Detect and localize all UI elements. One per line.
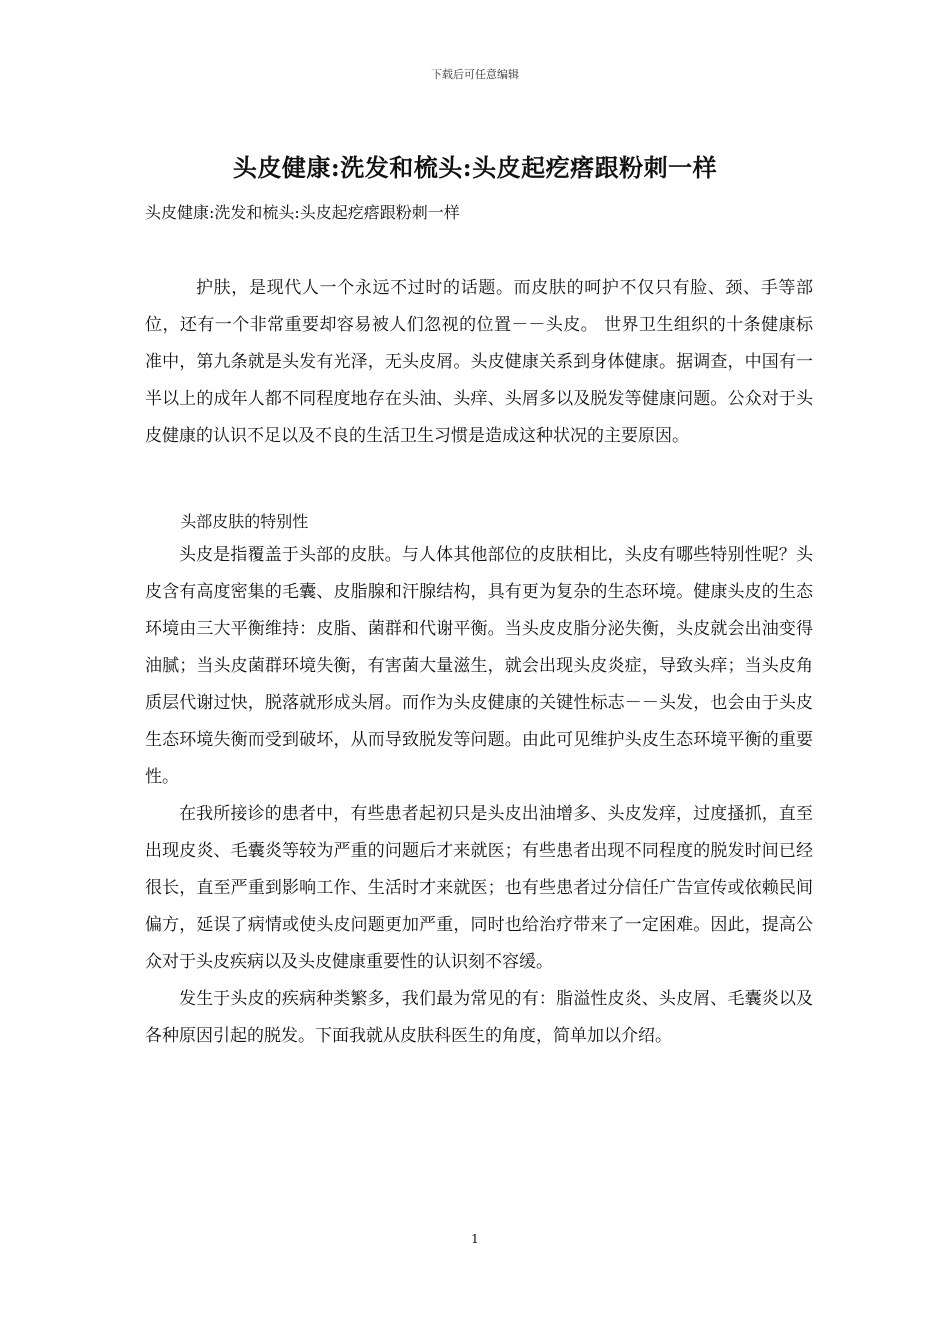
body-paragraph: 发生于头皮的疾病种类繁多，我们最为常见的有：脂溢性皮炎、头皮屑、毛囊炎以及各种原因引起的脱发。下面我就从皮肤科医生的角度，简单加以介绍。: [145, 989, 813, 1046]
section-heading: 头部皮肤的特别性: [180, 512, 309, 531]
page-header-note: 下载后可任意编辑: [431, 68, 519, 81]
document-body: [145, 270, 813, 1055]
document-title: 头皮健康:洗发和梳头:头皮起疙瘩跟粉刺一样: [232, 153, 718, 182]
page-number: 1: [471, 1232, 479, 1246]
body-paragraph: 头皮是指覆盖于头部的皮肤。与人体其他部位的皮肤相比，头皮有哪些特别性呢？头皮含有高度密集的毛囊、皮脂腺和汗腺结构，具有更为复杂的生态环境。健康头皮的生态环境由三大平衡维持：皮脂、菌群和代谢平衡。当头皮皮脂分泌失衡，头皮就会出油变得油腻；当头皮菌群环境失衡，有害菌大量滋生，就会出现头皮炎症，导致头痒；当头皮角质层代谢过快，脱落就形成头屑。而作为头皮健康的关键性标志－－头发，也会由于头皮生态环境失衡而受到破坏，从而导致脱发等问题。由此可见维护头皮生态环境平衡的重要性。: [145, 545, 813, 787]
intro-paragraph: 护肤，是现代人一个永远不过时的话题。而皮肤的呵护不仅只有脸、颈、手等部位，还有一个非常重要却容易被人们忽视的位置－－头皮。 世界卫生组织的十条健康标准中，第九条就是头发有光泽，无头皮屑。头皮健康关系到身体健康。据调查，中国有一半以上的成年人都不同程度地存在头油、头痒、头屑多以及脱发等健康问题。公众对于头皮健康的认识不足以及不良的生活卫生习惯是造成这种状况的主要原因。: [145, 278, 813, 446]
body-paragraph: 在我所接诊的患者中，有些患者起初只是头皮出油增多、头皮发痒，过度搔抓，直至出现皮炎、毛囊炎等较为严重的问题后才来就医；有些患者出现不同程度的脱发时间已经很长，直至严重到影响工作、生活时才来就医；也有些患者过分信任广告宣传或依赖民间偏方，延误了病情或使头皮问题更加严重，同时也给治疗带来了一定困难。因此，提高公众对于头皮疾病以及头皮健康重要性的认识刻不容缓。: [145, 804, 813, 972]
document-subtitle: 头皮健康:洗发和梳头:头皮起疙瘩跟粉刺一样: [145, 203, 460, 222]
